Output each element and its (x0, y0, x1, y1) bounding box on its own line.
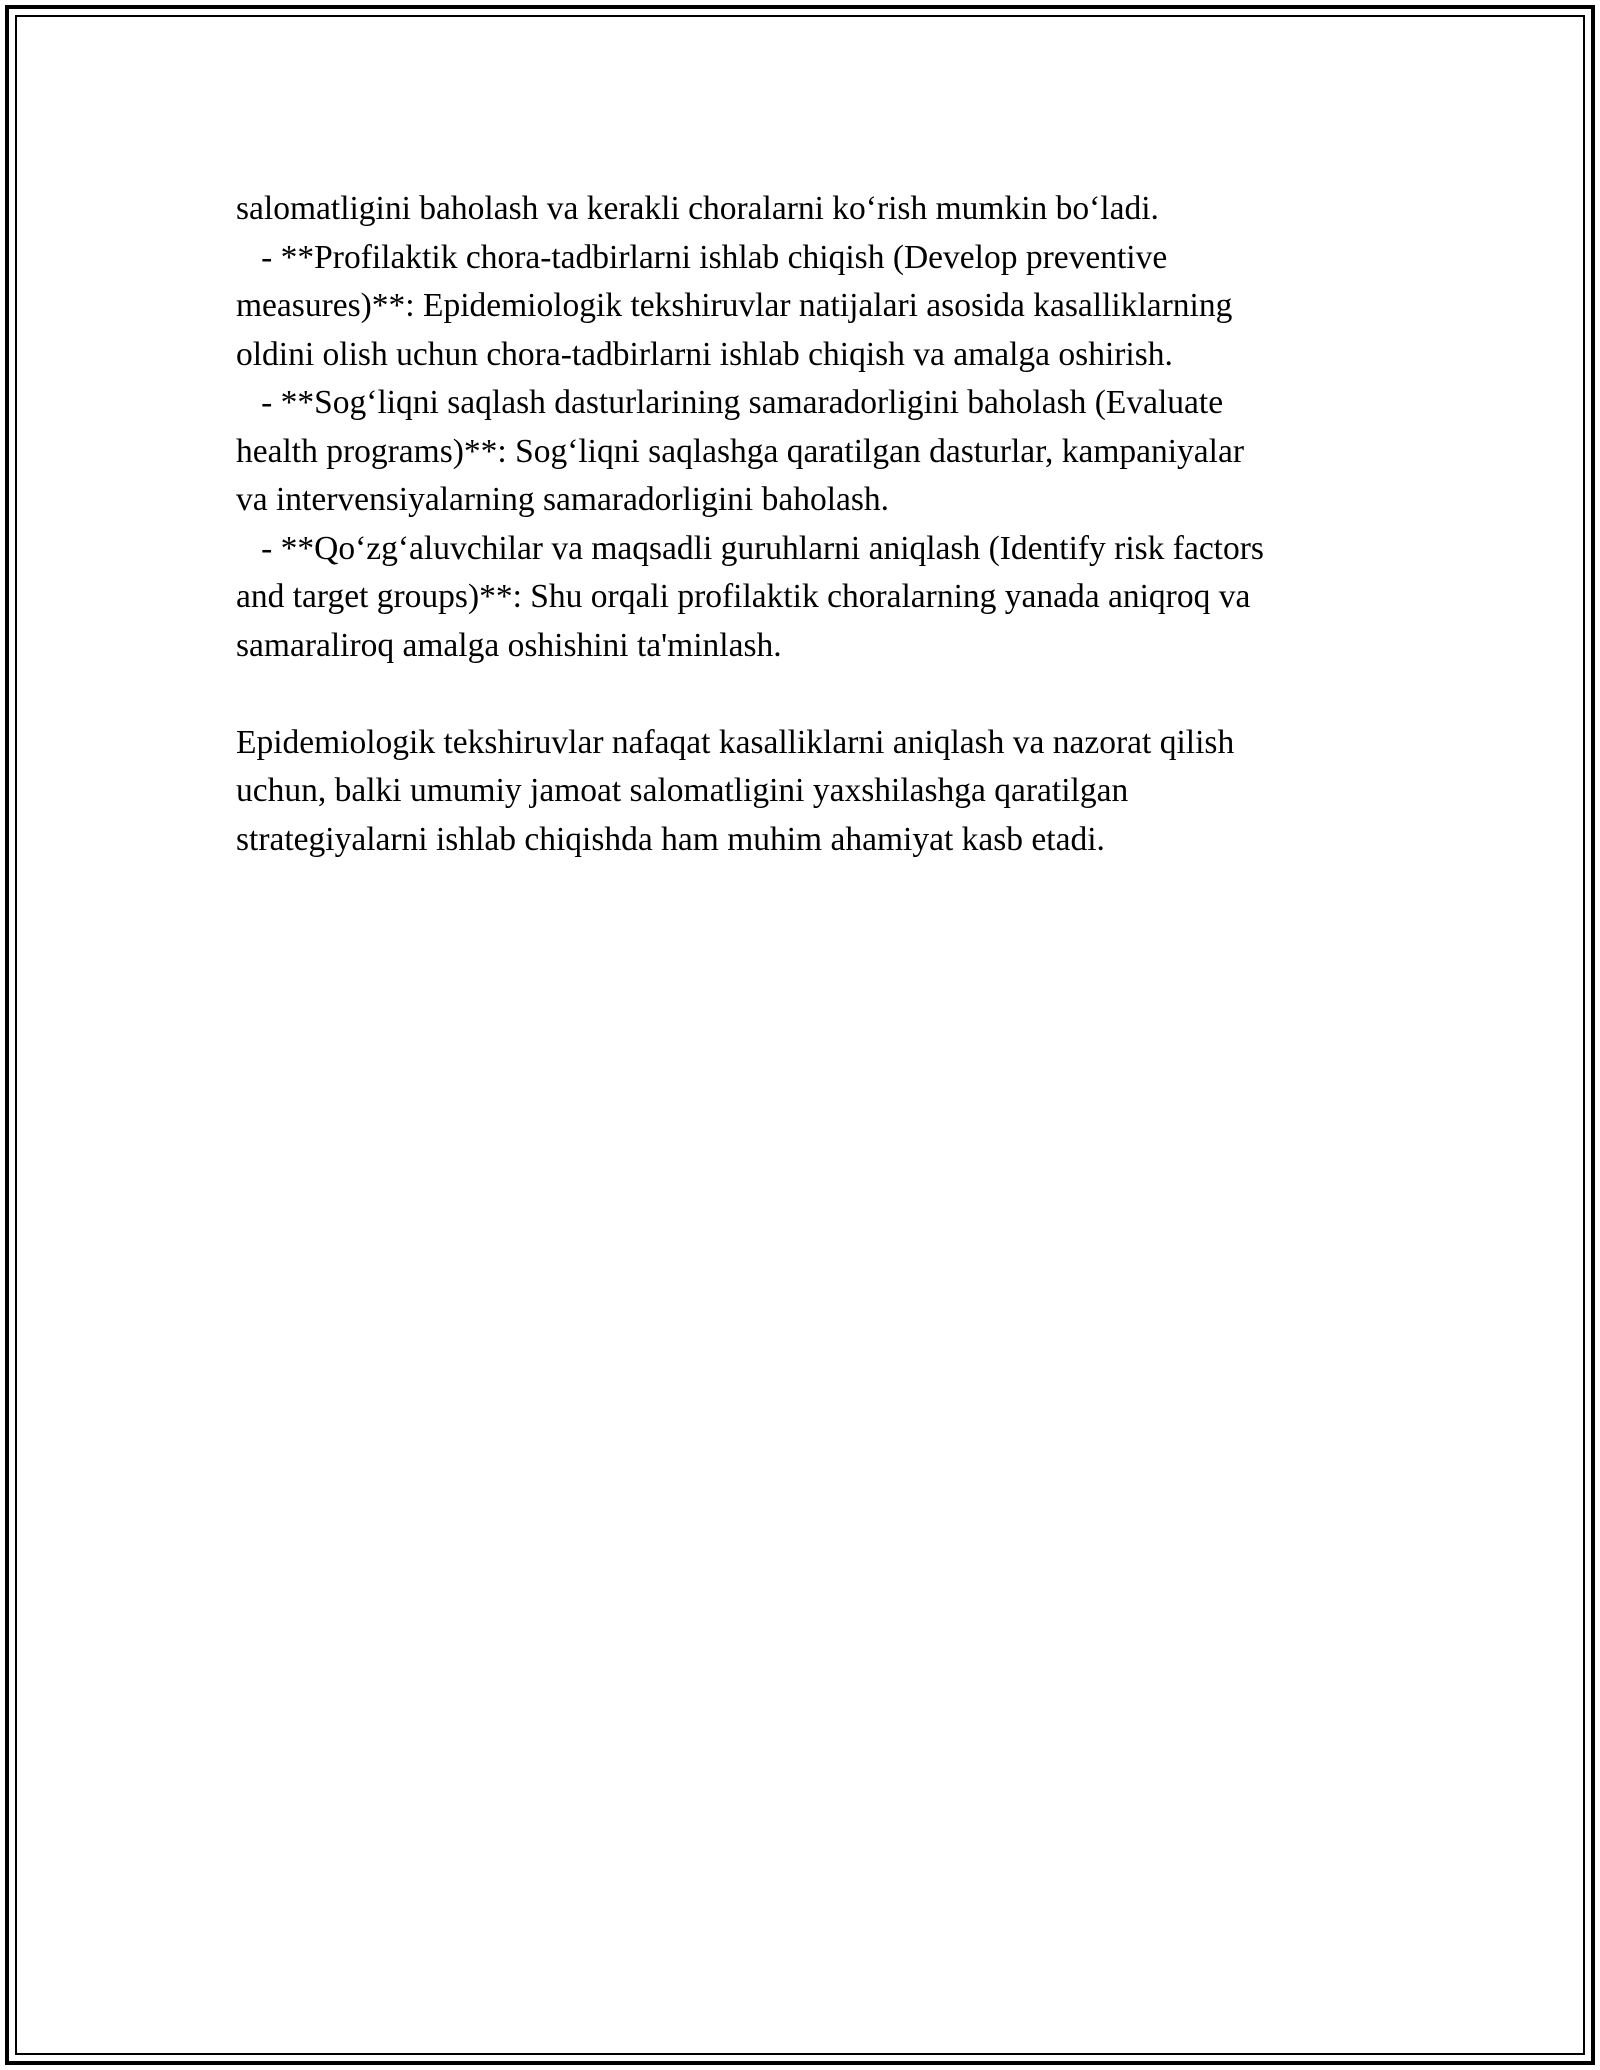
text-line: Epidemiologik tekshiruvlar nafaqat kasalliklarni aniqlash va nazorat qilish (236, 723, 1235, 761)
text-line: strategiyalarni ishlab chiqishda ham muhim ahamiyat kasb etadi. (236, 820, 1105, 858)
text-line: va intervensiyalarning samaradorligini baholash. (236, 481, 890, 518)
text-line: uchun, balki umumiy jamoat salomatligini yaxshilashga qaratilgan (236, 772, 1129, 809)
text-line: samaraliroq amalga oshishini ta'minlash. (236, 626, 782, 664)
text-line: measures)**: Epidemiologik tekshiruvlar natijalari asosida kasalliklarning (236, 287, 1233, 324)
paragraph-spacer (236, 670, 1396, 719)
paragraph-list (236, 185, 1396, 670)
text-line: and target groups)**: Shu orqali profilaktik choralarning yanada aniqroq va (236, 578, 1251, 615)
list-item-identify-risk-factors: - **Qo‘zg‘aluvchilar va maqsadli guruhlarni aniqlash (Identify risk factors (236, 529, 1264, 567)
text-line: health programs)**: Sog‘liqni saqlashga qaratilgan dasturlar, kampaniyalar (236, 432, 1245, 470)
text-line: oldini olish uchun chora-tadbirlarni ishlab chiqish va amalga oshirish. (236, 335, 1173, 373)
page-body (236, 185, 1396, 864)
text-line: salomatligini baholash va kerakli choralarni ko‘rish mumkin bo‘ladi. (236, 190, 1159, 227)
list-item-develop-preventive-measures: - **Profilaktik chora-tadbirlarni ishlab chiqish (Develop preventive (236, 238, 1168, 276)
list-item-evaluate-health-programs: - **Sog‘liqni saqlash dasturlarining samaradorligini baholash (Evaluate (236, 384, 1224, 421)
paragraph-conclusion (236, 719, 1396, 865)
